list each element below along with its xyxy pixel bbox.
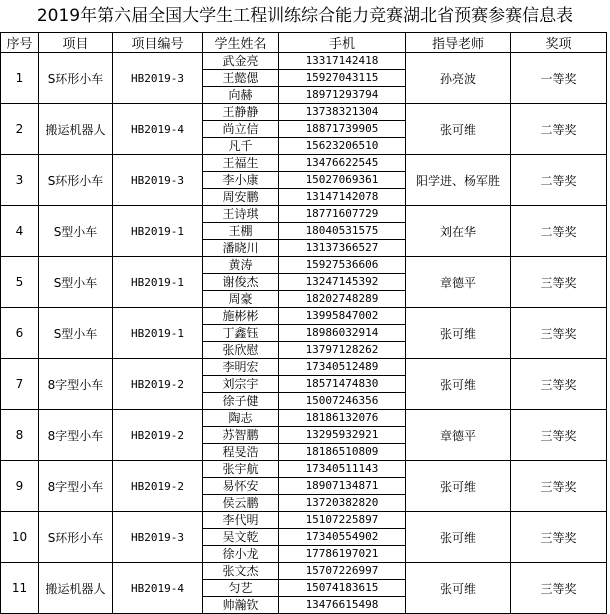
table-row (1, 53, 607, 70)
student-name-cell: 周豪 (203, 291, 279, 308)
phone-cell: 13137366527 (279, 240, 406, 257)
teacher-cell: 张可维 (406, 308, 511, 359)
header-cell-award: 奖项 (511, 33, 607, 53)
phone-cell: 13295932921 (279, 427, 406, 444)
phone-cell: 15707226997 (279, 563, 406, 580)
award-cell: 三等奖 (511, 461, 607, 512)
team-number-cell: 6 (1, 308, 39, 359)
phone-cell: 15623206510 (279, 138, 406, 155)
phone-cell: 15107225897 (279, 512, 406, 529)
teacher-cell: 张可维 (406, 563, 511, 614)
phone-cell: 13995847002 (279, 308, 406, 325)
student-name-cell: 李明宏 (203, 359, 279, 376)
student-name-cell: 李小康 (203, 172, 279, 189)
phone-cell: 18186132076 (279, 410, 406, 427)
header-cell-student: 学生姓名 (203, 33, 279, 53)
award-cell: 二等奖 (511, 104, 607, 155)
project-code-cell: HB2019-2 (113, 461, 203, 512)
phone-cell: 15927043115 (279, 70, 406, 87)
table-row (1, 563, 607, 580)
team-number-cell: 9 (1, 461, 39, 512)
project-code-cell: HB2019-4 (113, 104, 203, 155)
project-cell: 8字型小车 (39, 461, 113, 512)
project-code-cell: HB2019-3 (113, 53, 203, 104)
header-row (1, 33, 607, 53)
phone-cell: 13317142418 (279, 53, 406, 70)
phone-cell: 18040531575 (279, 223, 406, 240)
teacher-cell: 孙亮波 (406, 53, 511, 104)
student-name-cell: 陶志 (203, 410, 279, 427)
phone-cell: 18186510809 (279, 444, 406, 461)
phone-cell: 15074183615 (279, 580, 406, 597)
student-name-cell: 向赫 (203, 87, 279, 104)
project-code-cell: HB2019-1 (113, 257, 203, 308)
table-row (1, 206, 607, 223)
student-name-cell: 黄涛 (203, 257, 279, 274)
teacher-cell: 张可维 (406, 104, 511, 155)
phone-cell: 18986032914 (279, 325, 406, 342)
team-number-cell: 4 (1, 206, 39, 257)
phone-cell: 18907134871 (279, 478, 406, 495)
award-cell: 二等奖 (511, 155, 607, 206)
student-name-cell: 王静静 (203, 104, 279, 121)
phone-cell: 18571474830 (279, 376, 406, 393)
phone-cell: 13476622545 (279, 155, 406, 172)
team-number-cell: 11 (1, 563, 39, 614)
table-row (1, 257, 607, 274)
student-name-cell: 施彬彬 (203, 308, 279, 325)
student-name-cell: 张文杰 (203, 563, 279, 580)
award-cell: 二等奖 (511, 206, 607, 257)
table-body (1, 53, 607, 614)
project-code-cell: HB2019-1 (113, 308, 203, 359)
header-cell-project: 项目 (39, 33, 113, 53)
header-cell-teacher: 指导老师 (406, 33, 511, 53)
student-name-cell: 徐小龙 (203, 546, 279, 563)
project-cell: S环形小车 (39, 512, 113, 563)
phone-cell: 18202748289 (279, 291, 406, 308)
student-name-cell: 徐子健 (203, 393, 279, 410)
phone-cell: 13797128262 (279, 342, 406, 359)
team-number-cell: 7 (1, 359, 39, 410)
header-cell-phone: 手机 (279, 33, 406, 53)
project-cell: S型小车 (39, 206, 113, 257)
phone-cell: 15007246356 (279, 393, 406, 410)
project-code-cell: HB2019-2 (113, 359, 203, 410)
student-name-cell: 丁鑫钰 (203, 325, 279, 342)
phone-cell: 13476615498 (279, 597, 406, 614)
award-cell: 三等奖 (511, 359, 607, 410)
table-row (1, 512, 607, 529)
table-row (1, 104, 607, 121)
project-code-cell: HB2019-1 (113, 206, 203, 257)
student-name-cell: 王福生 (203, 155, 279, 172)
phone-cell: 17340512489 (279, 359, 406, 376)
team-number-cell: 3 (1, 155, 39, 206)
student-name-cell: 谢俊杰 (203, 274, 279, 291)
student-name-cell: 李代明 (203, 512, 279, 529)
project-cell: S型小车 (39, 308, 113, 359)
phone-cell: 18971293794 (279, 87, 406, 104)
student-name-cell: 王棚 (203, 223, 279, 240)
table-row (1, 359, 607, 376)
team-number-cell: 8 (1, 410, 39, 461)
phone-cell: 17340511143 (279, 461, 406, 478)
student-name-cell: 尚立信 (203, 121, 279, 138)
award-cell: 三等奖 (511, 308, 607, 359)
table-row (1, 461, 607, 478)
sheet-title: 2019年第六届全国大学生工程训练综合能力竞赛湖北省预赛参赛信息表 (36, 6, 574, 26)
teacher-cell: 阳学进、杨军胜 (406, 155, 511, 206)
phone-cell: 13738321304 (279, 104, 406, 121)
project-cell: 8字型小车 (39, 359, 113, 410)
student-name-cell: 易怀安 (203, 478, 279, 495)
project-cell: S环形小车 (39, 53, 113, 104)
project-cell: 8字型小车 (39, 410, 113, 461)
team-number-cell: 10 (1, 512, 39, 563)
award-cell: 三等奖 (511, 257, 607, 308)
project-cell: 搬运机器人 (39, 563, 113, 614)
student-name-cell: 匀艺 (203, 580, 279, 597)
project-code-cell: HB2019-2 (113, 410, 203, 461)
teacher-cell: 章德平 (406, 257, 511, 308)
project-cell: S环形小车 (39, 155, 113, 206)
header-cell-code: 项目编号 (113, 33, 203, 53)
project-code-cell: HB2019-3 (113, 155, 203, 206)
student-name-cell: 帅瀚钦 (203, 597, 279, 614)
team-number-cell: 1 (1, 53, 39, 104)
header-cell-no: 序号 (1, 33, 39, 53)
project-code-cell: HB2019-3 (113, 512, 203, 563)
table-row (1, 308, 607, 325)
project-code-cell: HB2019-4 (113, 563, 203, 614)
student-name-cell: 王诗琪 (203, 206, 279, 223)
award-cell: 三等奖 (511, 563, 607, 614)
student-name-cell: 张宇航 (203, 461, 279, 478)
student-name-cell: 张欣慰 (203, 342, 279, 359)
teacher-cell: 张可维 (406, 461, 511, 512)
student-name-cell: 周安鹏 (203, 189, 279, 206)
award-cell: 三等奖 (511, 512, 607, 563)
phone-cell: 13720382820 (279, 495, 406, 512)
info-table (0, 32, 607, 614)
student-name-cell: 吴文乾 (203, 529, 279, 546)
phone-cell: 17786197021 (279, 546, 406, 563)
award-cell: 三等奖 (511, 410, 607, 461)
student-name-cell: 程旻浩 (203, 444, 279, 461)
teacher-cell: 章德平 (406, 410, 511, 461)
phone-cell: 18771607729 (279, 206, 406, 223)
phone-cell: 17340554902 (279, 529, 406, 546)
phone-cell: 15027069361 (279, 172, 406, 189)
phone-cell: 18871739905 (279, 121, 406, 138)
student-name-cell: 苏智鹏 (203, 427, 279, 444)
team-number-cell: 2 (1, 104, 39, 155)
student-name-cell: 潘晓川 (203, 240, 279, 257)
student-name-cell: 凡千 (203, 138, 279, 155)
student-name-cell: 王懿偲 (203, 70, 279, 87)
table-row (1, 410, 607, 427)
student-name-cell: 侯云鹏 (203, 495, 279, 512)
project-cell: 搬运机器人 (39, 104, 113, 155)
award-cell: 一等奖 (511, 53, 607, 104)
student-name-cell: 武金亮 (203, 53, 279, 70)
project-cell: S型小车 (39, 257, 113, 308)
phone-cell: 15927536606 (279, 257, 406, 274)
teacher-cell: 张可维 (406, 512, 511, 563)
team-number-cell: 5 (1, 257, 39, 308)
teacher-cell: 刘在华 (406, 206, 511, 257)
student-name-cell: 刘宗宇 (203, 376, 279, 393)
teacher-cell: 张可维 (406, 359, 511, 410)
table-row (1, 155, 607, 172)
phone-cell: 13247145392 (279, 274, 406, 291)
phone-cell: 13147142078 (279, 189, 406, 206)
